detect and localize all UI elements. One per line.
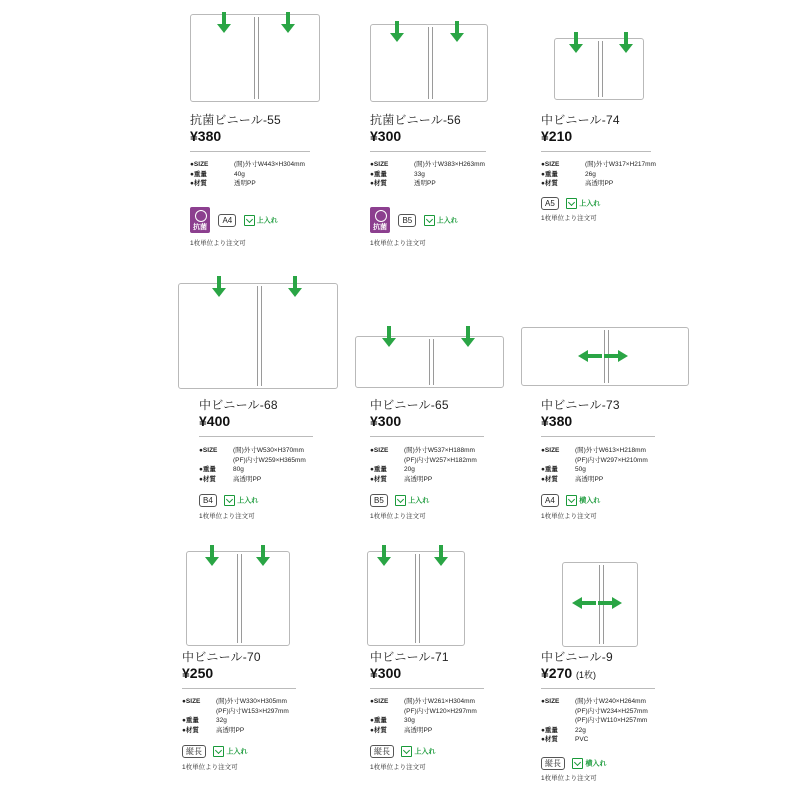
product-price: ¥400 [199,413,231,429]
order-note: 1枚単位より注文可 [370,764,426,771]
divider [541,436,655,437]
size-badge: 縦長 [370,745,394,758]
badge-row [370,743,435,757]
order-note: 1枚単位より注文可 [182,764,238,771]
size-badge: A4 [218,214,236,227]
product-name: 抗菌ビニール-56 [370,113,461,127]
product-thumbnail [186,551,290,646]
insert-direction: 横入れ [566,495,600,506]
binder-spine [237,554,242,643]
insert-icon [401,746,412,757]
product-name: 中ビニール-65 [370,398,449,412]
product-thumbnail [355,336,504,388]
left-arrow-icon [572,597,596,609]
down-arrow-icon [382,326,396,348]
product-name: 中ビニール-74 [541,113,620,127]
antibacterial-badge: 抗菌 [190,207,210,233]
down-arrow-icon [434,545,448,567]
badge-row [541,195,600,209]
right-arrow-icon [604,350,628,362]
divider [199,436,313,437]
size-badge: 縦長 [541,757,565,770]
order-note: 1枚単位より注文可 [199,513,255,520]
product-thumbnail [190,14,320,102]
product-name: 中ビニール-73 [541,398,620,412]
product-price: ¥270 (1枚) [541,665,597,681]
badge-row [182,743,247,757]
antibacterial-badge: 抗菌 [370,207,390,233]
down-arrow-icon [390,21,404,43]
insert-icon [213,746,224,757]
product-name: 中ビニール-71 [370,650,449,664]
antibacterial-icon [195,210,207,222]
insert-direction: 上入れ [395,495,429,506]
product-price: ¥250 [182,665,214,681]
size-badge: A4 [541,494,559,507]
binder-spine [254,17,259,99]
size-badge: B5 [398,214,416,227]
down-arrow-icon [256,545,270,567]
down-arrow-icon [377,545,391,567]
binder-spine [429,339,434,385]
product-name: 中ビニール-68 [199,398,278,412]
product-name: 中ビニール-70 [182,650,261,664]
divider [190,151,310,152]
product-name: 抗菌ビニール-55 [190,113,281,127]
down-arrow-icon [569,32,583,54]
down-arrow-icon [281,12,295,34]
binder-spine [428,27,433,99]
divider [541,151,651,152]
insert-direction: 上入れ [224,495,258,506]
insert-direction: 上入れ [401,746,435,757]
product-thumbnail [370,24,488,102]
insert-icon [395,495,406,506]
product-price: ¥380 [541,413,573,429]
size-badge: A5 [541,197,559,210]
price-note: (1枚) [576,670,597,680]
down-arrow-icon [288,276,302,298]
down-arrow-icon [212,276,226,298]
right-arrow-icon [598,597,622,609]
insert-icon [224,495,235,506]
insert-direction: 上入れ [566,198,600,209]
product-price: ¥300 [370,128,402,144]
order-note: 1枚単位より注文可 [541,775,597,782]
divider [370,436,484,437]
order-note: 1枚単位より注文可 [541,215,597,222]
order-note: 1枚単位より注文可 [190,240,246,247]
down-arrow-icon [619,32,633,54]
down-arrow-icon [217,12,231,34]
binder-spine [415,554,420,643]
order-note: 1枚単位より注文可 [541,513,597,520]
product-price: ¥210 [541,128,573,144]
binder-spine [598,41,603,97]
insert-icon [566,198,577,209]
left-arrow-icon [578,350,602,362]
insert-icon [424,215,435,226]
insert-direction: 上入れ [244,215,278,226]
size-badge: B5 [370,494,388,507]
insert-direction: 横入れ [572,758,606,769]
insert-icon [244,215,255,226]
insert-direction: 上入れ [424,215,458,226]
product-price: ¥300 [370,665,402,681]
order-note: 1枚単位より注文可 [370,513,426,520]
badge-row [370,492,429,506]
product-price: ¥300 [370,413,402,429]
binder-spine [257,286,262,386]
down-arrow-icon [461,326,475,348]
badge-row [541,492,600,506]
product-name: 中ビニール-9 [541,650,613,664]
badge-row [541,755,606,769]
order-note: 1枚単位より注文可 [370,240,426,247]
antibacterial-icon [375,210,387,222]
down-arrow-icon [450,21,464,43]
badge-row [190,207,278,231]
down-arrow-icon [205,545,219,567]
badge-row [199,492,258,506]
insert-icon [566,495,577,506]
product-price: ¥380 [190,128,222,144]
divider [541,688,655,689]
size-badge: B4 [199,494,217,507]
insert-direction: 上入れ [213,746,247,757]
size-badge: 縦長 [182,745,206,758]
badge-row [370,207,458,231]
divider [182,688,296,689]
product-thumbnail [178,283,338,389]
insert-icon [572,758,583,769]
divider [370,151,486,152]
divider [370,688,484,689]
